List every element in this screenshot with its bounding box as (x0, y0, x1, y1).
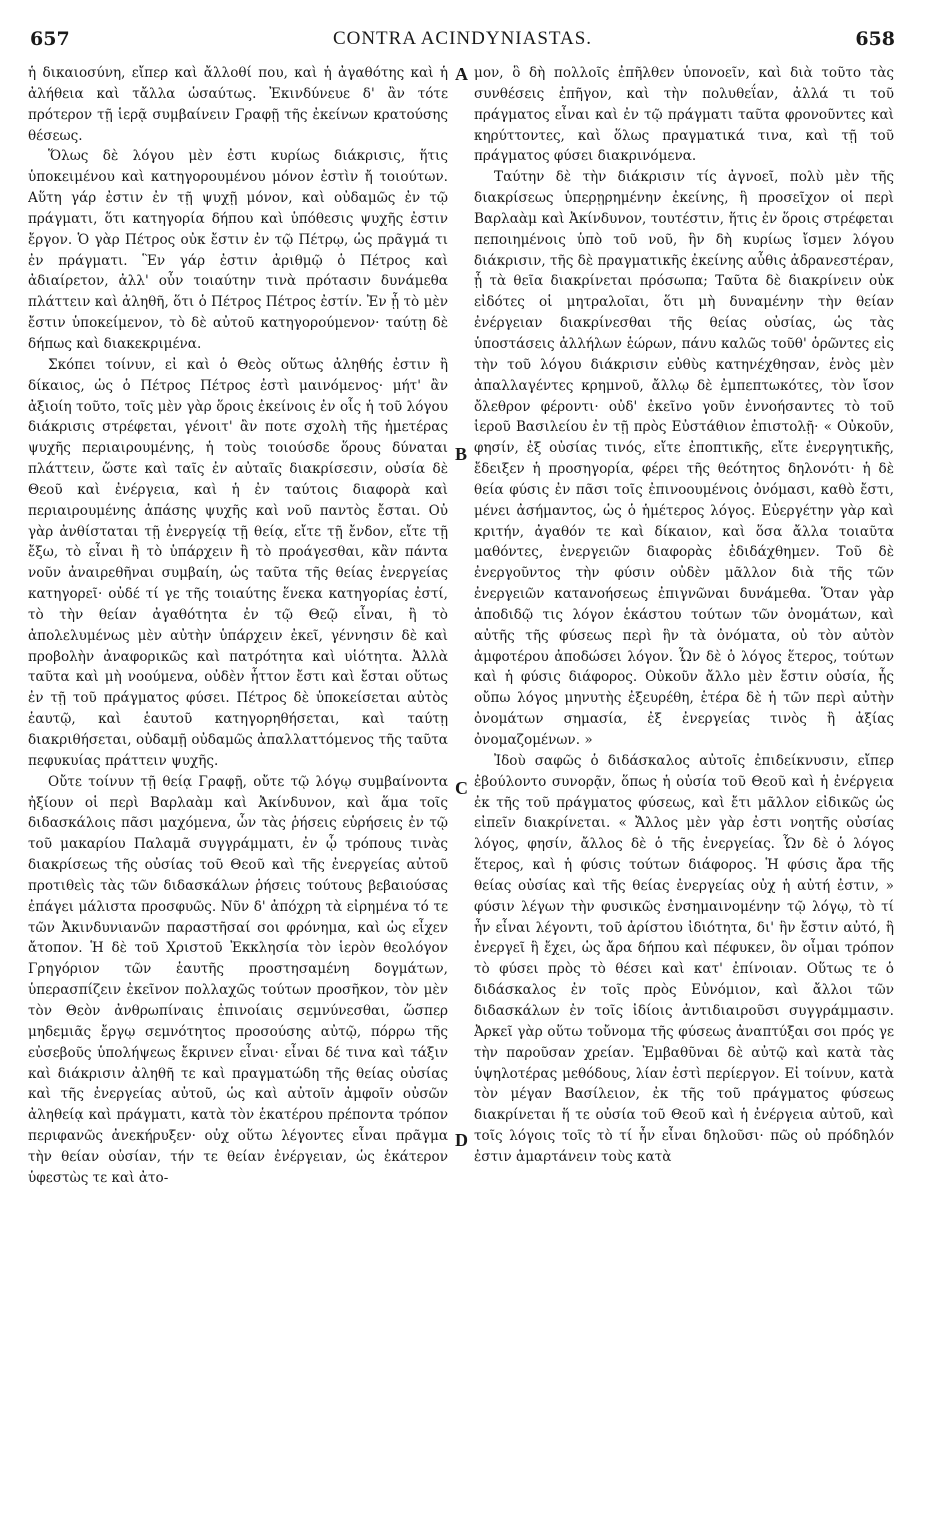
left-paragraph-4: Οὔτε τοίνυν τῇ θείᾳ Γραφῇ, οὔτε τῷ λόγῳ συμβαίνοντα ἠξίουν οἱ περὶ Βαρλαὰμ καὶ Ἀκίνδυνον, καὶ ἅμα τοῖς διδασκάλοις πᾶσι μαχόμενα, ὧν τὰς ῥήσεις εὑρήσεις ἐν τῷ τοῦ μακαρίου Παλαμᾶ συγγράμματι, ἐν ᾧ τρόπους τινὰς διακρίσεως τῆς οὐσίας τοῦ Θεοῦ καὶ τῆς ἐνεργείας αὐτοῦ προτιθεὶς τὰς τῶν διδασκάλων ῥήσεις τούτους βεβαιούσας ἐπάγει μάλιστα προσφυῶς. Νῦν δ' ἀπόχρη τὰ εἰρημένα τό τε τῶν Ἀκινδυνιανῶν παραστῆσαί σοι φρόνημα, καὶ ὡς εἶχεν ἄτοπον. Ἡ δὲ τοῦ Χριστοῦ Ἐκκλησία τὸν ἱερὸν θεολόγον Γρηγόριον τῶν ἑαυτῆς προστησαμένη δογμάτων, ὑπερασπίζειν ἐκεῖνον πολλαχῶς τούτων προσῆκον, τὸν μὲν τὸν Θεὸν ἀνθρωπίναις ἐπινοίαις σεμνύνεσθαι, ὥσπερ μηδεμιᾶς ἔργῳ σεμνότητος προσούσης αὐτῷ, πόρρω τῆς εὐσεβοῦς ὑπολήψεως ἔκρινεν εἶναι· εἶναι δέ τινα καὶ τάξιν καὶ διάκρισιν ἀληθῆ τε καὶ πραγματώδη τῆς θείας οὐσίας καὶ τῆς ἐνεργείας αὐτοῦ, ὡς καὶ αὐτοῖν ἀμφοῖν οὐσῶν ἀληθείᾳ καὶ πράγματι, κατὰ τὸν ἑκατέρου πρέποντα τρόπον περιφανῶς ἀνεκήρυξεν· οὐχ οὕτω λέγοντες εἶναι πρᾶγμα τὴν θείαν οὐσίαν, τήν τε θείαν ἐνέργειαν, ὡς ἑκάτερον ὑφεστὼς τε καὶ ἀτο- (28, 773, 448, 1186)
margin-marker-d: D (455, 1130, 468, 1150)
right-paragraph-3: Ἰδοὺ σαφῶς ὁ διδάσκαλος αὐτοῖς ἐπιδείκνυσιν, εἴπερ ἐβούλοντο συνορᾷν, ὅπως ἡ οὐσία τοῦ Θεοῦ καὶ ἡ ἐνέργεια ἐκ τῆς τοῦ πράγματος φύσεως, καὶ ἔτι μᾶλλον εἰδικῶς ὡς εἰπεῖν διακρίνεται. « Ἄλλος μὲν γὰρ ἐστι νοητῆς οὐσίας λόγος, φησίν, ἄλλος δὲ ὁ τῆς ἐνεργείας. Ὧν δὲ ὁ λόγος ἕτερος, καὶ ἡ φύσις τούτων διάφορος. Ἡ φύσις ἄρα τῆς θείας οὐσίας καὶ τῆς θείας ἐνεργείας οὐχ ἡ αὐτή ἐστιν, » φύσιν λέγων τὴν φυσικῶς ἐνσημαινομένην τῷ λόγῳ, τὸ τί ἦν εἶναι λέγοντι, τοῦ ἀρίστου ἰδιότητα, δι' ἣν ἔστιν αὐτό, ἣ ἐνεργεῖ ἣ ἔχει, ὡς ἄρα δήπου καὶ πέφυκεν, ὃν οἶμαι τρόπον τὸ φύσει πρὸς τὸ θέσει καὶ κατ' ἐπίνοιαν. Οὕτως τε ὁ διδάσκαλος ἐν τοῖς πρὸς Εὐνόμιον, καὶ ἄλλοι τῶν διδασκάλων ἐν τοῖς ἰδίοις ἀντιδιαιροῦσι συγγράμμασιν. Ἀρκεῖ γὰρ οὕτω τοὔνομα τῆς φύσεως ἀναπτύξαι σοι πρός γε τὴν παροῦσαν χρείαν. Ἐμβαθῦναι δὲ αὐτῷ καὶ κατὰ τὰς ὑψηλοτέρας μεθόδους, λίαν ἐστὶ περίεργον. Εἰ τοίνυν, κατὰ τὸν μέγαν Βασίλειον, ἐκ τῆς τοῦ πράγματος φύσεως διακρίνεται ἥ τε οὐσία τοῦ Θεοῦ καὶ ἡ ἐνέργεια αὐτοῦ, καὶ τοῖς λόγοις τοῖς τὸ τί ἦν εἶναι δηλοῦσι· πῶς οὐ πρόδηλόν ἐστιν ἁμαρτάνειν τοὺς κατὰ (474, 752, 894, 1165)
page-number-right: 658 (855, 28, 895, 50)
margin-marker-c: C (455, 778, 468, 798)
right-column (474, 63, 894, 1513)
margin-marker-b: B (455, 444, 468, 464)
left-column (28, 63, 448, 1513)
left-paragraph-3: Σκόπει τοίνυν, εἰ καὶ ὁ Θεὸς οὕτως ἀληθής ἐστιν ἢ δίκαιος, ὡς ὁ Πέτρος Πέτρος ἐστὶ μαινόμενος· μήτ' ἂν ἀξιοίη τοῦτο, τοῖς μὲν γὰρ ὅροις ἐκείνοις ἐν οἷς ἡ τοῦ λόγου διάκρισις στρέφεται, γένοιτ' ἂν ποτε σχολὴ τῆς ἡμετέρας ψυχῆς περιαιρουμένης, ἡ τοὺς τοιούσδε ὅρους δύναται πλάττειν, ὥστε καὶ ταῖς ἐν αὐταῖς διακρίσεσιν, οὐσία δὲ Θεοῦ καὶ ἐνέργεια, καὶ ἡ ἐν ταύτοις διαφορὰ καὶ περιαιρουμένης ἁπάσης ψυχῆς καὶ νοῦ παντὸς ἔσται. Οὐ γὰρ ἀνθίσταται τῇ ἐνεργείᾳ τῇ θείᾳ, εἴτε τῇ ἔνδον, εἴτε τῇ ἔξω, τὸ εἶναι ἢ τὸ ὑπάρχειν ἢ τὸ προάγεσθαι, κἂν πάντα νοῦν ἀναιρεθῆναι συμβαίη, ὡς ταῦτα τῆς θείας ἐνεργείας κατηγορεῖ· οὐδέ τί γε τῆς τοιαύτης ἕνεκα κατηγορίας ἐστί, τὸ τὴν θείαν ἀγαθότητα ἐν τῷ Θεῷ εἶναι, ἢ τὸ ἀπολελυμένως μὲν αὐτὴν ὑπάρχειν ἐκεῖ, γέννησιν δὲ καὶ προβολὴν ἀναφορικῶς καὶ πατρότητα καὶ υἱότητα. Ἀλλὰ ταῦτα καὶ μὴ νοούμενα, οὐδὲν ἧττον ἔστι καὶ ἔσται οὕτως ἐν τῇ τοῦ πράγματος φύσει. Πέτρος δὲ ὑποκείσεται αὐτὸς ἑαυτῷ, καὶ ἑαυτοῦ κατηγορηθήσεται, καὶ ταύτῃ διακριθήσεται, οὐδαμῇ οὐδαμῶς ἀπαλλαττόμενος τῆς ταῦτα πεφυκυίας πράττειν ψυχῆς. (28, 356, 448, 769)
right-paragraph-1: μον, ὃ δὴ πολλοῖς ἐπῆλθεν ὑπονοεῖν, καὶ διὰ τοῦτο τὰς συνθέσεις ἐπῆγον, καὶ τὴν πολυθεΐαν, ἀλλά τι τοῦ πράγματος εἶναι καὶ ἐν τῷ πράγματι ταῦτα φρονοῦντες καὶ κηρύττοντες, καὶ ὅλως πραγματικά τινα, καὶ τῇ τοῦ πράγματος φύσει διακρινόμενα. (474, 65, 894, 165)
page-number-left: 657 (30, 28, 70, 50)
left-paragraph-2: Ὅλως δὲ λόγου μὲν ἐστι κυρίως διάκρισις, ἥτις ὑποκειμένου καὶ κατηγορουμένου μόνον ἐστὶν ἤ τοιούτων. Αὕτη γάρ ἐστιν ἐν τῇ ψυχῇ μόνον, καὶ οὐδαμῶς ἐν τῷ πράγματι, ὅτι κατηγορία δήπου καὶ ὑπόθεσις ψυχῆς ἐστιν ἔργον. Ὁ γὰρ Πέτρος οὐκ ἔστιν ἐν τῷ Πέτρῳ, ὡς πρᾶγμά τι ἐν πράγματι. Ἓν γάρ ἐστιν ἀριθμῷ ὁ Πέτρος καὶ ἀδιαίρετον, ἀλλ' οὖν τοιαύτην τινὰ πρότασιν δυνάμεθα πλάττειν καὶ ἀληθῆ, ὅτι ὁ Πέτρος Πέτρος ἐστίν. Ἐν ᾗ τὸ μὲν ἔστιν ὑποκείμενον, τὸ δὲ αὐτοῦ κατηγορούμενον· ταύτῃ δὲ δήπως καὶ διακεκριμένα. (28, 148, 448, 352)
right-paragraph-2: Ταύτην δὲ τὴν διάκρισιν τίς ἀγνοεῖ, πολὺ μὲν τῆς διακρίσεως ὑπερῃρημένην ἐκείνης, ἣ προσεῖχον οἱ περὶ Βαρλαὰμ καὶ Ἀκίνδυνον, τουτέστιν, ἥτις ἐν ὅροις στρέφεται πεποιημένοις ὑπὸ τοῦ νοῦ, ἣν δὴ κυρίως ἴσμεν λόγου διάκρισιν, τῆς δὲ πραγματικῆς ἐκείνης αὖθις ἀδρανεστέραν, ᾗ τὰ θεῖα διακρίνεται πρόσωπα; Ταῦτα δὲ διακρίνειν οὐκ εἰδότες οἱ μητραλοῖαι, ὅτι μὴ δυναμένην τὴν θείαν ἐνέργειαν διακρίνεσθαι τῆς θείας οὐσίας, ὡς τὰς ὑποστάσεις ἀλλήλων ἑώρων, πάνυ καλῶς τοῦθ' ὁρῶντες εἰς τὴν τοῦ λόγου διάκρισιν εὐθὺς κατηνέχθησαν, ἑνὸς μὲν ἀπαλλαγέντες κρημνοῦ, ἄλλῳ δὲ ἐμπεπτωκότες, τὸν ἴσον ὄλεθρον φέροντι· οὐδ' ἐκεῖνο γοῦν ἐννοήσαντες τὸ τοῦ ἱεροῦ Βασιλείου ἐν τῇ πρὸς Εὐστάθιον ἐπιστολῇ· « Οὐκοῦν, φησίν, ἐξ οὐσίας τινός, εἴτε ἐποπτικῆς, εἴτε ἐνεργητικῆς, ἔδειξεν ἡ προσηγορία, φέρει τῆς θεότητος δηλονότι· ἡ δὲ θεία φύσις ἐν πᾶσι τοῖς ἐπινοουμένοις ὀνόμασι, καθὸ ἔστι, μένει ἀσήμαντος, ὡς ὁ ἡμέτερος λόγος. Εὐεργέτην γὰρ καὶ κριτήν, ἀγαθόν τε καὶ δίκαιον, καὶ ὅσα ἄλλα τοιαῦτα μαθόντες, ἐνεργειῶν διαφορὰς ἐδιδάχθημεν. Τοῦ δὲ ἐνεργοῦντος τὴν φύσιν οὐδὲν μᾶλλον διὰ τῆς τῶν ἐνεργειῶν κατανοήσεως ἐπιγνῶναι δυνάμεθα. Ὅταν γὰρ ἀποδιδῷ τις λόγον ἑκάστου τούτων τῶν ὀνομάτων, καὶ αὐτῆς τῆς φύσεως περὶ ἣν τὰ ὀνόματα, οὐ τὸν αὐτὸν ἀμφοτέρου ἀποδώσει λόγον. Ὧν δὲ ὁ λόγος ἕτερος, τούτων καὶ ἡ φύσις διάφορος. Οὐκοῦν ἄλλο μὲν ἔστιν οὐσία, ἧς οὔπω λόγος μηνυτὴς ἐξευρέθη, ἑτέρα δὲ ἡ τῶν περὶ αὐτὴν ὀνομάτων σημασία, ἐξ ἐνεργείας τινὸς ἢ ἀξίας ὀνομαζομένων. » (474, 169, 894, 748)
margin-marker-a: A (455, 64, 468, 84)
running-header (30, 28, 895, 56)
running-title: CONTRA ACINDYNIASTAS. (332, 28, 593, 49)
left-paragraph-1: ἡ δικαιοσύνη, εἴπερ καὶ ἄλλοθί που, καὶ ἡ ἀγαθότης καὶ ἡ ἀλήθεια καὶ τἄλλα ὡσαύτως. Ἐκινδύνευε δ' ἂν τότε πρότερον τῇ ἱερᾷ συμβαίνειν Γραφῇ τῆς ἐκείνων κρατούσης θέσεως. (28, 65, 448, 144)
